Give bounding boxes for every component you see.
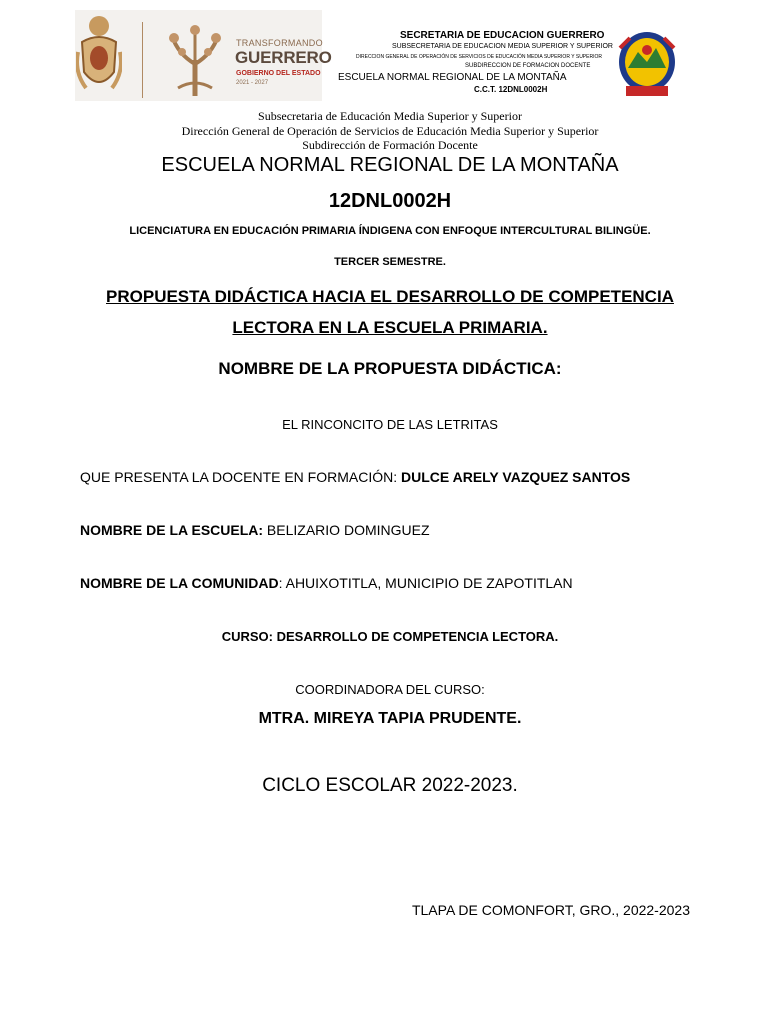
presenter-name: DULCE ARELY VAZQUEZ SANTOS xyxy=(401,469,631,485)
logo-text-guerrero: GUERRERO xyxy=(235,48,332,67)
subtitle-subdireccion: Subdirección de Formación Docente xyxy=(302,138,478,152)
semester: TERCER SEMESTRE. xyxy=(334,256,446,268)
coordinator-label: COORDINADORA DEL CURSO: xyxy=(295,682,485,697)
logo-text-gobierno: GOBIERNO DEL ESTADO xyxy=(236,70,321,77)
school-year: CICLO ESCOLAR 2022-2023. xyxy=(262,775,518,796)
school-value: BELIZARIO DOMINGUEZ xyxy=(263,522,430,538)
school-label: NOMBRE DE LA ESCUELA: xyxy=(80,522,264,538)
degree-name: LICENCIATURA EN EDUCACIÓN PRIMARIA ÍNDIGENA CON ENFOQUE INTERCULTURAL BILINGÜE. xyxy=(129,225,651,237)
subtitle-direccion: Dirección General de Operación de Servicios de Educación Media Superior y Superior xyxy=(181,124,599,138)
school-row xyxy=(80,522,430,538)
place-and-date: TLAPA DE COMONFORT, GRO., 2022-2023 xyxy=(411,902,690,918)
proposal-name-label: NOMBRE DE LA PROPUESTA DIDÁCTICA: xyxy=(218,359,562,378)
header-secretaria: SECRETARIA DE EDUCACION GUERRERO xyxy=(400,30,605,41)
proposal-name: EL RINCONCITO DE LAS LETRITAS xyxy=(282,417,498,432)
school-code: 12DNL0002H xyxy=(328,190,452,212)
community-label: NOMBRE DE LA COMUNIDAD xyxy=(80,575,279,591)
header-subdireccion: SUBDIRECCION DE FORMACION DOCENTE xyxy=(465,63,591,69)
subtitle-subsecretaria: Subsecretaria de Educación Media Superior y Superior xyxy=(258,109,522,123)
logo-text-transformando: TRANSFORMANDO xyxy=(236,38,323,48)
presenter-label: QUE PRESENTA LA DOCENTE EN FORMACIÓN: xyxy=(80,469,402,485)
header-direccion: DIRECCION GENERAL DE OPERACIÓN DE SERVICIOS DE EDUCACIÓN MEDIA SUPERIOR Y SUPERIOR xyxy=(356,54,602,60)
proposal-title-line2: LECTORA EN LA ESCUELA PRIMARIA. xyxy=(232,318,548,337)
header-escuela: ESCUELA NORMAL REGIONAL DE LA MONTAÑA xyxy=(338,72,567,83)
tree-emblem-logo xyxy=(164,24,226,96)
school-emblem-logo xyxy=(616,28,678,100)
guerrero-coat-of-arms-logo xyxy=(76,12,122,98)
school-name-title: ESCUELA NORMAL REGIONAL DE LA MONTAÑA xyxy=(161,154,619,176)
coordinator-name: MTRA. MIREYA TAPIA PRUDENTE. xyxy=(258,710,522,727)
logo-divider xyxy=(142,22,143,98)
presenter-row xyxy=(80,469,630,485)
header-cct: C.C.T. 12DNL0002H xyxy=(474,85,548,94)
header-subsecretaria: SUBSECRETARIA DE EDUCACION MEDIA SUPERIOR Y SUPERIOR xyxy=(392,43,613,50)
community-row xyxy=(80,575,573,591)
proposal-title-line1: PROPUESTA DIDÁCTICA HACIA EL DESARROLLO DE COMPETENCIA xyxy=(106,287,674,306)
course-name: CURSO: DESARROLLO DE COMPETENCIA LECTORA. xyxy=(221,629,559,644)
logo-text-years: 2021 - 2027 xyxy=(236,80,269,86)
community-value: : AHUIXOTITLA, MUNICIPIO DE ZAPOTITLAN xyxy=(278,575,573,591)
